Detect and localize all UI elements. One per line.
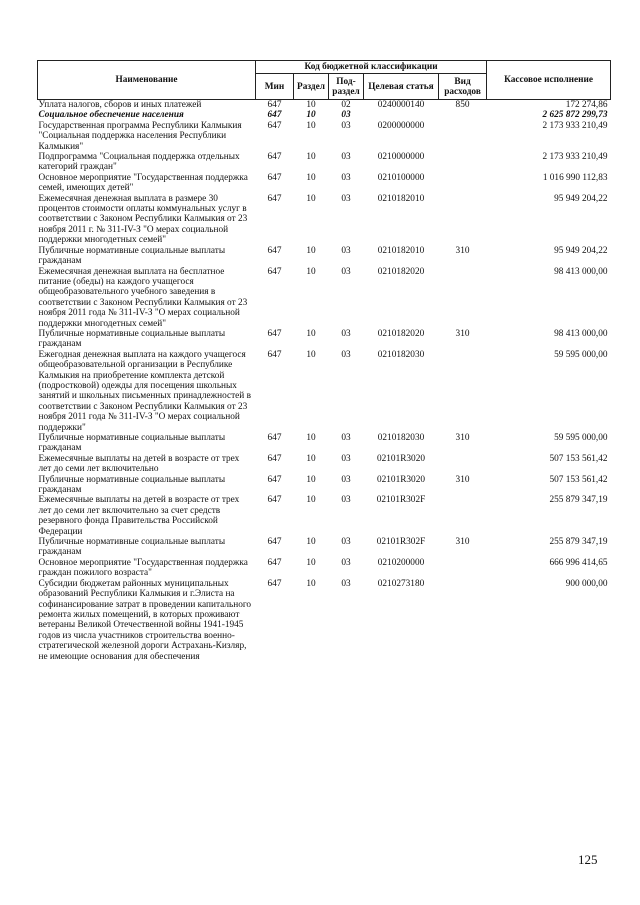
row-amount: 95 949 204,22 (554, 245, 608, 256)
row-razdel: 10 (306, 120, 316, 131)
table-row (38, 267, 611, 329)
row-name: Уплата налогов, сборов и иных платежей (38, 100, 202, 110)
header-razdel: Раздел (294, 74, 329, 100)
row-min: 647 (267, 328, 282, 339)
row-podrazdel: 03 (341, 349, 351, 360)
header-classification-group: Код бюджетной классификации (256, 61, 487, 74)
row-celevaya: 0210182020 (377, 266, 425, 277)
row-amount: 98 413 000,00 (554, 328, 608, 339)
row-razdel: 10 (306, 245, 316, 256)
row-vid (439, 110, 487, 120)
row-razdel: 10 (306, 578, 316, 589)
row-amount: 666 996 414,65 (549, 557, 608, 568)
header-celevaya: Целевая статья (364, 74, 439, 100)
row-razdel: 10 (306, 537, 316, 548)
row-celevaya: 02101R3020 (376, 453, 426, 464)
row-razdel: 10 (306, 100, 316, 110)
row-amount: 1 016 990 112,83 (542, 172, 608, 183)
row-razdel: 10 (306, 495, 316, 506)
row-celevaya: 0210182030 (377, 349, 425, 360)
row-amount: 2 625 872 299,73 (542, 110, 608, 121)
row-amount: 900 000,00 (565, 578, 608, 589)
row-name: Ежемесячная денежная выплата в размере 30 процентов стоимости оплаты коммунальных услуг в соответствии с Законом Республики Калмыкия от 23 ноября 2011 г. № 311-IV-З "О мерах социальной поддержки многодетных семей" (38, 193, 248, 246)
row-razdel: 10 (306, 266, 316, 277)
row-vid (439, 558, 487, 579)
row-podrazdel: 03 (341, 172, 351, 183)
row-name: Субсидии бюджетам районных муниципальных образований Республики Калмыкия и г.Элиста на софинансирование затрат в проведении капитального ремонта жилых помещений, в которых проживают ветераны Великой Отечественной войны 1941-1945 годов из числа участников строительства военно-стратегической железной дороги Астрахань-Кизляр, не имеющие основания для обеспечения (38, 578, 252, 662)
row-name: Публичные нормативные социальные выплаты гражданам (38, 474, 226, 496)
row-vid (439, 194, 487, 246)
table-row (38, 246, 611, 267)
row-vid: 310 (455, 433, 470, 443)
row-celevaya: 0210182030 (377, 433, 425, 443)
row-vid: 310 (455, 245, 470, 256)
row-podrazdel: 02 (341, 100, 351, 110)
table-row (38, 558, 611, 579)
row-amount: 98 413 000,00 (554, 266, 608, 277)
row-razdel: 10 (306, 349, 316, 360)
row-podrazdel: 03 (341, 266, 351, 277)
row-vid (439, 152, 487, 173)
row-amount: 59 595 000,00 (554, 433, 608, 443)
row-min: 647 (267, 433, 282, 443)
row-name: Государственная программа Республики Калмыкия "Социальная поддержка населения Республики Калмыкия" (38, 120, 242, 152)
row-podrazdel: 03 (341, 110, 351, 121)
table-row (38, 495, 611, 537)
header-vid: Вид расходов (439, 74, 487, 100)
table-row (38, 350, 611, 433)
row-celevaya: 02101R3020 (376, 474, 426, 485)
row-amount: 59 595 000,00 (554, 349, 608, 360)
table-row (38, 579, 611, 662)
row-name: Социальное обеспечение населения (38, 110, 184, 121)
row-name: Ежемесячная денежная выплата на бесплатное питание (обеды) на каждого учащегося общеобразовательного учебного заведения в соответствии с Законом Республики Калмыкия от 23 ноября 2011 года № 311-IV-З "О мерах социальной поддержки многодетных семей" (38, 266, 248, 329)
row-podrazdel: 03 (341, 433, 351, 443)
row-min: 647 (267, 537, 282, 548)
row-min: 647 (267, 474, 282, 485)
row-name: Публичные нормативные социальные выплаты гражданам (38, 328, 226, 350)
row-amount: 255 879 347,19 (549, 495, 608, 506)
row-podrazdel: 03 (341, 578, 351, 589)
header-min: Мин (256, 74, 294, 100)
row-podrazdel: 03 (341, 557, 351, 568)
row-vid (439, 495, 487, 537)
row-vid (439, 121, 487, 152)
row-celevaya: 0210182010 (377, 245, 425, 256)
row-name: Основное мероприятие "Государственная поддержка семей, имеющих детей" (38, 172, 248, 194)
row-min: 647 (267, 495, 282, 506)
header-amount: Кассовое исполнение (487, 61, 611, 100)
table-row (38, 110, 611, 120)
row-min: 647 (267, 349, 282, 360)
row-podrazdel: 03 (341, 453, 351, 464)
row-podrazdel: 03 (341, 328, 351, 339)
row-min: 647 (267, 110, 282, 121)
table-row (38, 152, 611, 173)
row-amount: 172 274,86 (565, 100, 608, 110)
row-name: Публичные нормативные социальные выплаты гражданам (38, 537, 226, 558)
row-razdel: 10 (306, 328, 316, 339)
table-row (38, 329, 611, 350)
row-min: 647 (267, 172, 282, 183)
table-row (38, 433, 611, 454)
row-min: 647 (267, 120, 282, 131)
header-name: Наименование (38, 61, 256, 100)
table-row (38, 194, 611, 246)
row-vid: 850 (455, 100, 470, 110)
table-row (38, 100, 611, 111)
table-row (38, 121, 611, 152)
row-podrazdel: 03 (341, 245, 351, 256)
row-min: 647 (267, 100, 282, 110)
row-podrazdel: 03 (341, 495, 351, 506)
row-name: Публичные нормативные социальные выплаты гражданам (38, 433, 226, 454)
row-razdel: 10 (306, 557, 316, 568)
table-row (38, 537, 611, 558)
row-vid: 310 (455, 474, 470, 485)
row-vid (439, 350, 487, 433)
row-amount: 95 949 204,22 (554, 193, 608, 204)
row-podrazdel: 03 (341, 120, 351, 131)
row-min: 647 (267, 266, 282, 277)
row-razdel: 10 (306, 474, 316, 485)
header-podrazdel: Под-раздел (329, 74, 364, 100)
row-name: Публичные нормативные социальные выплаты гражданам (38, 245, 226, 267)
row-celevaya: 0240000140 (377, 100, 425, 110)
row-vid: 310 (455, 328, 470, 339)
row-amount: 2 173 933 210,49 (542, 152, 608, 163)
row-celevaya: 0210273180 (377, 578, 425, 589)
row-celevaya: 02101R302F (376, 537, 426, 548)
row-celevaya: 0210182020 (377, 328, 425, 339)
row-celevaya: 0210000000 (377, 152, 425, 163)
row-razdel: 10 (306, 152, 316, 163)
row-name: Ежегодная денежная выплата на каждого учащегося общеобразовательной организации в Республике Калмыкия на приобретение комплекта детской (подростковой) одежды для посещения школьных занятий и школьных письменных принадлежностей в соответствии с Законом Республики Калмыкия от 23 ноября 2011 года № 311-IV-З "О мерах социальной поддержки" (38, 349, 251, 433)
row-vid (439, 454, 487, 475)
row-amount: 255 879 347,19 (549, 537, 608, 548)
page-number: 125 (578, 852, 598, 867)
row-podrazdel: 03 (341, 193, 351, 204)
row-name: Основное мероприятие "Государственная поддержка граждан пожилого возраста" (38, 557, 248, 579)
table-row (38, 173, 611, 194)
row-podrazdel: 03 (341, 152, 351, 163)
row-celevaya: 0210200000 (377, 557, 425, 568)
row-celevaya (364, 110, 439, 120)
row-razdel: 10 (306, 453, 316, 464)
row-razdel: 10 (306, 172, 316, 183)
row-name: Ежемесячные выплаты на детей в возрасте от трех лет до семи лет включительно (38, 453, 240, 475)
row-min: 647 (267, 557, 282, 568)
row-celevaya: 02101R302F (376, 495, 426, 506)
row-name: Подпрограмма "Социальная поддержка отдельных категорий граждан" (38, 152, 240, 173)
row-razdel: 10 (306, 193, 316, 204)
row-min: 647 (267, 245, 282, 256)
row-podrazdel: 03 (341, 537, 351, 548)
row-celevaya: 0210182010 (377, 193, 425, 204)
row-podrazdel: 03 (341, 474, 351, 485)
row-amount: 507 153 561,42 (549, 453, 608, 464)
row-vid (439, 267, 487, 329)
row-name: Ежемесячные выплаты на детей в возрасте от трех лет до семи лет включительно за счет средств резервного фонда Правительства Российской Федерации (38, 495, 240, 537)
row-razdel: 10 (306, 110, 316, 121)
row-razdel: 10 (306, 433, 316, 443)
budget-table (37, 60, 611, 662)
row-vid (439, 173, 487, 194)
row-min: 647 (267, 152, 282, 163)
budget-document (37, 60, 610, 662)
row-celevaya: 0200000000 (377, 120, 425, 131)
row-celevaya: 0210100000 (377, 172, 425, 183)
row-amount: 507 153 561,42 (549, 474, 608, 485)
row-vid (439, 579, 487, 662)
table-body (38, 100, 611, 662)
row-min: 647 (267, 193, 282, 204)
row-min: 647 (267, 578, 282, 589)
table-row (38, 475, 611, 496)
row-vid: 310 (455, 537, 470, 548)
table-row (38, 454, 611, 475)
row-min: 647 (267, 453, 282, 464)
row-amount: 2 173 933 210,49 (542, 120, 608, 131)
